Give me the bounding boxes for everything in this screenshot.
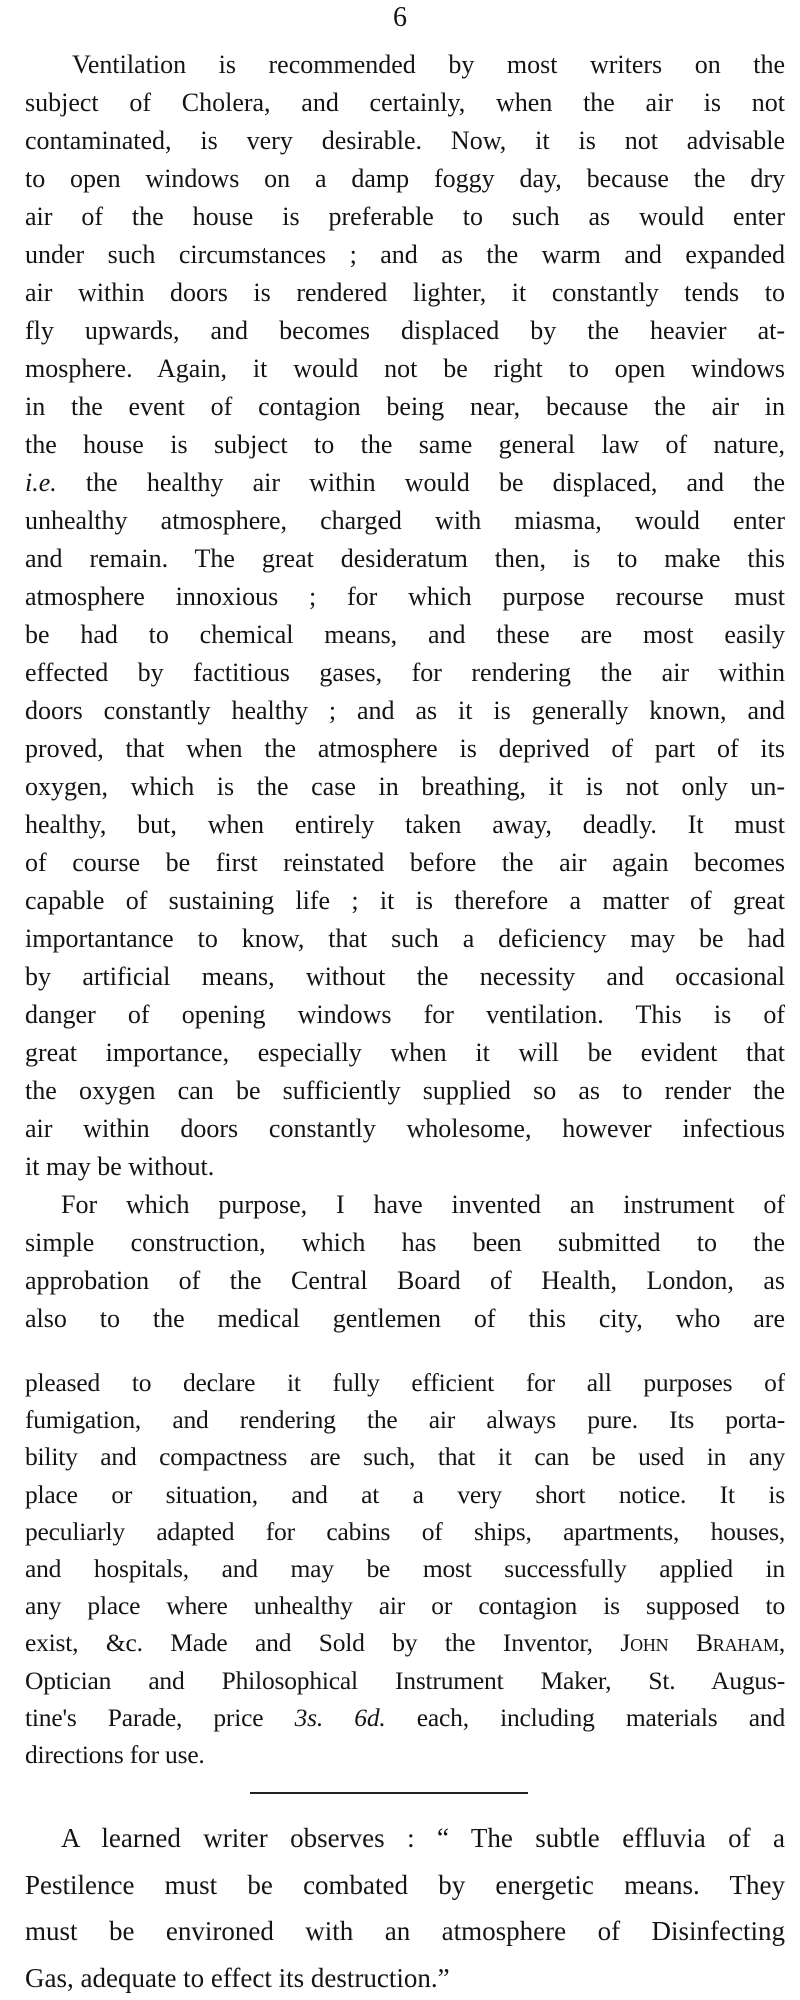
ventilation-text-line: healthy, but, when entirely taken away, deadly. It must — [25, 810, 785, 839]
advertisement-text-line: directions for use. — [25, 1740, 205, 1769]
ventilation-text-line: the house is subject to the same general law of nature, — [25, 430, 785, 459]
small-caps-name: John Braham — [620, 1628, 779, 1658]
ventilation-text-line: also to the medical gentlemen of this city, who are — [25, 1304, 785, 1333]
ventilation-text-line: air of the house is preferable to such as would enter — [25, 202, 785, 231]
ventilation-text-line: it may be without. — [25, 1152, 215, 1181]
ventilation-text-line: in the event of contagion being near, because the air in — [25, 392, 785, 421]
quotation-text-line: must be environed with an atmosphere of Disinfecting — [25, 1916, 785, 1946]
text-segment: exist, &c. Made and Sold by the Inventor, — [25, 1628, 621, 1658]
advertisement-text-line: Optician and Philosophical Instrument Maker, St. Augus- — [25, 1665, 785, 1695]
advertisement-text-line: any place where unhealthy air or contagion is supposed to — [25, 1591, 785, 1621]
ventilation-text-line: atmosphere innoxious ; for which purpose recourse must — [25, 582, 785, 611]
ventilation-text-line: For which purpose, I have invented an instrument of — [61, 1190, 785, 1219]
advertisement-text-line: fumigation, and rendering the air always pure. Its porta- — [25, 1405, 785, 1435]
ventilation-text-line: Ventilation is recommended by most writers on the — [72, 50, 785, 79]
text-segment: each, including materials and — [385, 1702, 785, 1732]
text-segment: tine's Parade, price — [25, 1702, 295, 1732]
advertisement-text-line — [25, 1699, 785, 1737]
quotation-text-line: Pestilence must be combated by energetic means. They — [25, 1869, 785, 1900]
page-number: 6 — [393, 2, 407, 33]
ventilation-text-line: air within doors is rendered lighter, it constantly tends to — [25, 278, 785, 307]
ventilation-text-line: be had to chemical means, and these are most easily — [25, 620, 785, 649]
ventilation-text-line: approbation of the Central Board of Health, London, as — [25, 1266, 785, 1295]
ventilation-text-line: under such circumstances ; and as the warm and expanded — [25, 240, 785, 269]
italic-text: 3s. 6d. — [294, 1702, 386, 1732]
advertisement-text-line: bility and compactness are such, that it can be used in any — [25, 1442, 785, 1472]
ventilation-text-line: and remain. The great desideratum then, is to make this — [25, 544, 785, 573]
advertisement-text-line — [25, 1624, 785, 1662]
advertisement-text-line: pleased to declare it fully efficient for all purposes of — [25, 1368, 785, 1397]
ventilation-text-line: doors constantly healthy ; and as it is generally known, and — [25, 696, 785, 725]
quotation-text-line: Gas, adequate to effect its destruction.” — [25, 1962, 450, 1993]
section-divider-rule — [250, 1792, 528, 1794]
advertisement-text-line: and hospitals, and may be most successfully applied in — [25, 1554, 785, 1583]
ventilation-text-line: simple construction, which has been submitted to the — [25, 1228, 785, 1257]
ventilation-text-line: by artificial means, without the necessity and occasional — [25, 962, 785, 991]
ventilation-text-line: air within doors constantly wholesome, however infectious — [25, 1114, 785, 1143]
text-segment: , — [778, 1628, 785, 1658]
ventilation-text-line: contaminated, is very desirable. Now, it is not advisable — [25, 126, 785, 155]
ventilation-text-line: to open windows on a damp foggy day, because the dry — [25, 164, 785, 193]
ventilation-text-line: importantance to know, that such a deficiency may be had — [25, 924, 785, 953]
ventilation-text-line: fly upwards, and becomes displaced by the heavier at- — [25, 316, 785, 345]
ventilation-text-line: oxygen, which is the case in breathing, it is not only un- — [25, 772, 785, 801]
text-segment: the healthy air within would be displaced, and the — [56, 468, 785, 497]
ventilation-text-line: the oxygen can be sufficiently supplied so as to render the — [25, 1076, 785, 1105]
ventilation-text-line — [25, 464, 785, 502]
advertisement-text-line: peculiarly adapted for cabins of ships, apartments, houses, — [25, 1516, 785, 1546]
ventilation-text-line: effected by factitious gases, for rendering the air within — [25, 658, 785, 687]
ventilation-text-line: great importance, especially when it will be evident that — [25, 1038, 785, 1067]
ventilation-text-line: mosphere. Again, it would not be right to open windows — [25, 354, 785, 383]
ventilation-text-line: unhealthy atmosphere, charged with miasma, would enter — [25, 506, 785, 535]
advertisement-text-line: place or situation, and at a very short notice. It is — [25, 1479, 785, 1509]
ventilation-text-line: subject of Cholera, and certainly, when the air is not — [25, 88, 785, 117]
ventilation-text-line: danger of opening windows for ventilation. This is of — [25, 1000, 785, 1029]
italic-text: i.e. — [25, 468, 57, 497]
ventilation-text-line: of course be first reinstated before the air again becomes — [25, 848, 785, 877]
ventilation-text-line: capable of sustaining life ; it is therefore a matter of great — [25, 886, 785, 915]
quotation-text-line: A learned writer observes : “ The subtle effluvia of a — [61, 1823, 785, 1853]
ventilation-text-line: proved, that when the atmosphere is deprived of part of its — [25, 734, 785, 763]
